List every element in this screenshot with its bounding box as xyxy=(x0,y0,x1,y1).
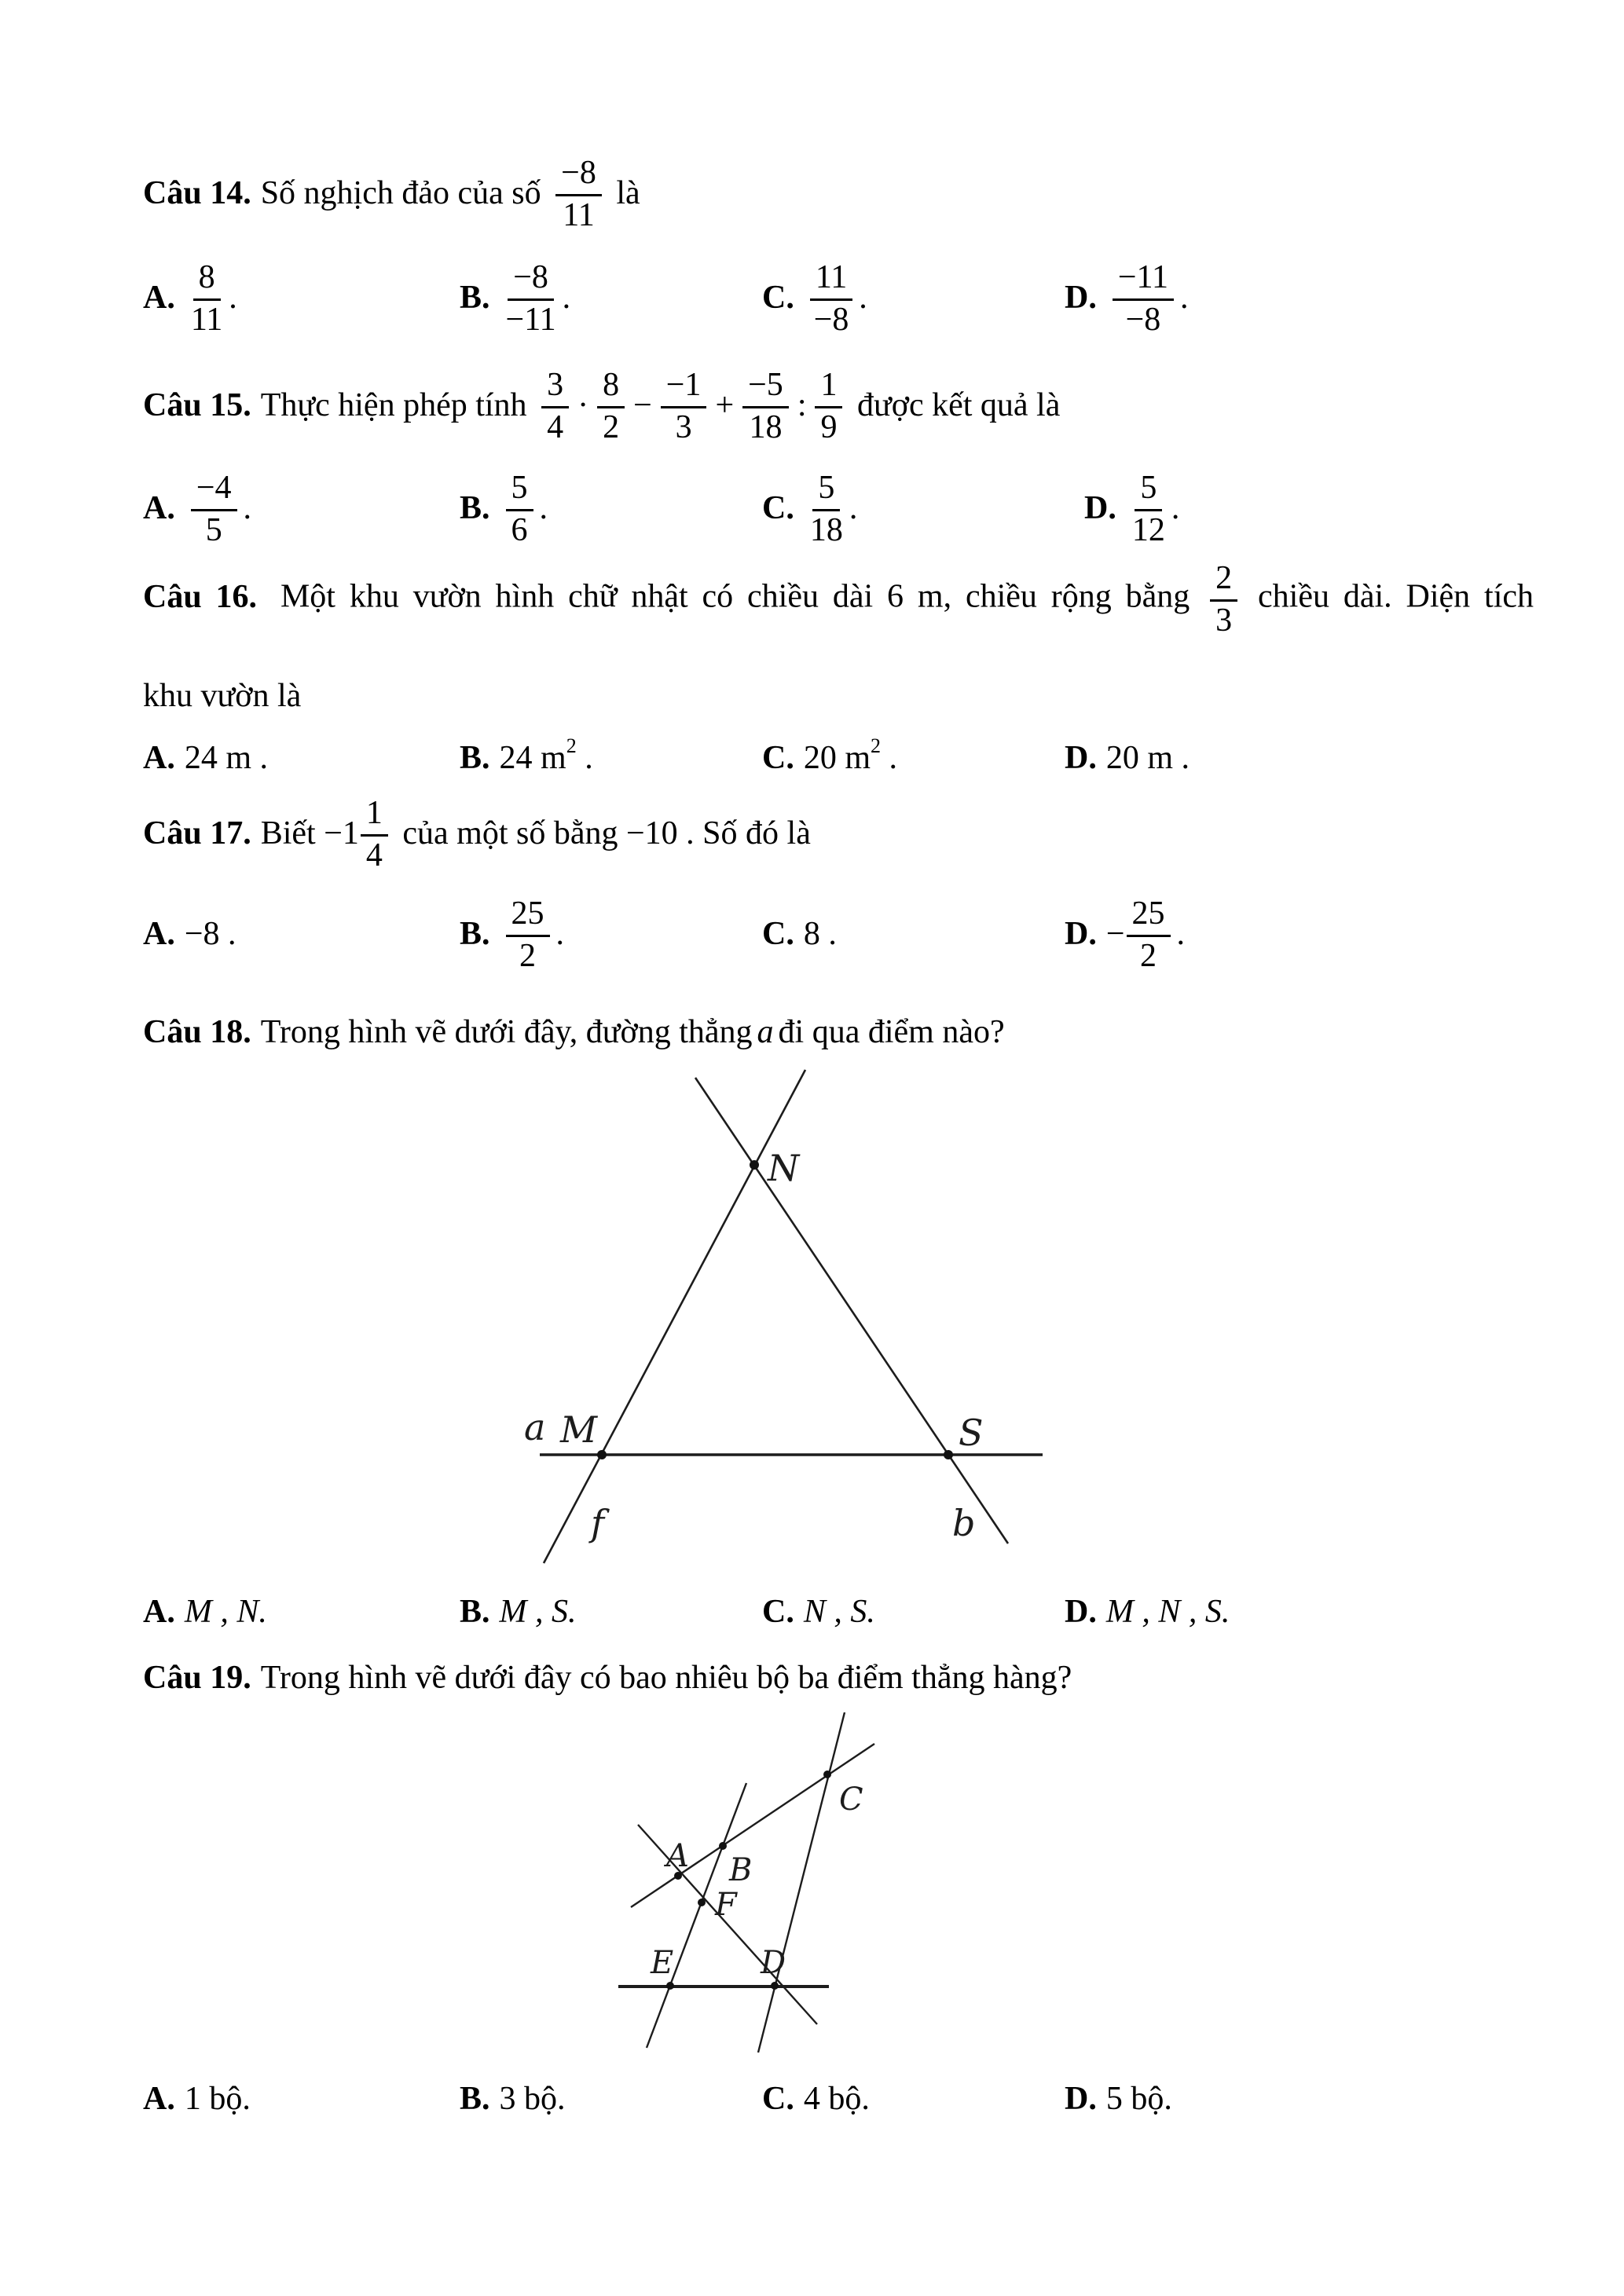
fraction-denominator: 3 xyxy=(1215,602,1233,639)
option-label: A. xyxy=(143,280,175,317)
option-b xyxy=(460,460,548,558)
question-15-stem xyxy=(143,357,1060,455)
option-label: A. xyxy=(143,2081,175,2117)
option-text: 3 bộ. xyxy=(499,2081,566,2117)
option-text: 24 m xyxy=(184,740,252,776)
fraction-denominator: 4 xyxy=(547,408,564,445)
label-line-f: f xyxy=(591,1502,605,1544)
label-line-b: b xyxy=(952,1502,976,1544)
label-point-M: M xyxy=(560,1408,598,1451)
fraction-numerator: 1 xyxy=(815,368,842,408)
stem-text: Trong hình vẽ dưới đây có bao nhiêu bộ ba điểm thẳng hàng? xyxy=(260,1660,1072,1696)
option-label: B. xyxy=(460,490,490,527)
fraction-numerator: −4 xyxy=(191,471,237,511)
option-text: 20 m xyxy=(803,740,871,776)
option-label: A. xyxy=(143,490,175,527)
option-c xyxy=(762,2080,870,2127)
option-text: 8 . xyxy=(803,916,837,953)
superscript: 2 xyxy=(871,734,882,757)
fraction-denominator: 11 xyxy=(190,301,223,338)
option-text: 4 bộ. xyxy=(803,2081,870,2117)
fraction xyxy=(1132,471,1165,547)
fraction-denominator: 2 xyxy=(519,937,537,974)
option-b xyxy=(460,1593,577,1640)
operator-multiply: · xyxy=(577,387,589,424)
fraction-denominator: 9 xyxy=(820,408,838,445)
option-suffix: . xyxy=(859,280,867,317)
question-label: Câu 15. xyxy=(143,387,251,424)
line-f xyxy=(544,1070,805,1563)
fraction-numerator: 5 xyxy=(812,471,840,511)
figure-question-19 xyxy=(550,1712,1100,2105)
fraction-denominator: 6 xyxy=(511,511,528,548)
option-label: C. xyxy=(762,1594,794,1630)
option-b xyxy=(460,886,564,983)
option-suffix: . xyxy=(229,280,237,317)
option-label: B. xyxy=(460,740,490,776)
option-c xyxy=(762,250,867,347)
fraction-denominator: 12 xyxy=(1131,511,1165,548)
operator-plus: + xyxy=(715,387,735,424)
fraction xyxy=(541,368,569,445)
option-c xyxy=(762,1593,875,1640)
stem-text: chiều dài. Diện tích xyxy=(1258,578,1534,615)
stem-text: được kết quả là xyxy=(849,387,1061,424)
option-label: C. xyxy=(762,2081,794,2117)
fraction xyxy=(361,796,388,873)
fraction xyxy=(810,260,852,337)
option-label: B. xyxy=(460,1594,490,1630)
option-d xyxy=(1065,886,1185,983)
fraction-numerator: 11 xyxy=(810,260,852,301)
fraction xyxy=(1210,561,1237,638)
fraction xyxy=(661,368,707,445)
option-d xyxy=(1065,2080,1172,2127)
fraction-numerator: −8 xyxy=(508,260,554,301)
fraction xyxy=(1113,260,1174,337)
question-17-stem xyxy=(143,785,811,883)
question-label: Câu 18. xyxy=(143,1014,251,1050)
point-D xyxy=(771,1982,779,1990)
fraction xyxy=(191,260,222,337)
stem-text: của một số bằng −10 . Số đó là xyxy=(394,815,811,852)
option-text: 20 m xyxy=(1105,740,1174,776)
fraction-numerator: 8 xyxy=(193,260,221,301)
fraction-denominator: −8 xyxy=(1125,301,1161,338)
option-b xyxy=(460,2080,566,2127)
question-16-stem-line2: khu vườn là xyxy=(143,678,302,714)
option-suffix: . xyxy=(576,740,593,776)
option-d xyxy=(1065,1593,1230,1640)
line-through-A-B-C xyxy=(631,1744,874,1907)
option-label: A. xyxy=(143,916,175,953)
fraction-denominator: 18 xyxy=(809,511,843,548)
label-line-a: a xyxy=(524,1406,546,1448)
option-suffix: . xyxy=(555,916,565,953)
question-19-options xyxy=(0,2080,1624,2127)
option-label: D. xyxy=(1065,280,1097,317)
option-suffix: . xyxy=(1171,490,1180,527)
option-text: 24 m xyxy=(499,740,566,776)
option-label: D. xyxy=(1065,916,1097,953)
option-label: B. xyxy=(460,280,490,317)
fraction-numerator: −8 xyxy=(555,156,602,196)
option-label: D. xyxy=(1084,490,1116,527)
stem-text: Biết xyxy=(260,815,324,852)
option-text: −8 . xyxy=(184,916,236,953)
operator-divide: : xyxy=(797,387,807,424)
fraction xyxy=(815,368,842,445)
option-a xyxy=(143,460,251,558)
option-suffix: . xyxy=(251,740,269,776)
option-a xyxy=(143,734,268,782)
fraction-numerator: 8 xyxy=(597,368,625,408)
fraction-denominator: 2 xyxy=(1140,937,1157,974)
fraction-numerator: 3 xyxy=(541,368,569,408)
question-14-options xyxy=(0,250,1624,347)
stem-text: là xyxy=(607,175,640,212)
question-18-options xyxy=(0,1593,1624,1640)
fraction-numerator: 25 xyxy=(506,896,550,937)
fraction-numerator: 5 xyxy=(506,471,533,511)
option-a xyxy=(143,1593,267,1640)
fraction-denominator: 4 xyxy=(365,837,383,873)
superscript: 2 xyxy=(566,734,577,757)
option-label: C. xyxy=(762,740,794,776)
line-b xyxy=(695,1078,1008,1543)
question-18-stem xyxy=(143,1013,1005,1052)
line-a-variable: a xyxy=(757,1014,774,1050)
fraction-denominator: 3 xyxy=(675,408,692,445)
fraction-denominator: −8 xyxy=(813,301,849,338)
point-E xyxy=(666,1982,674,1990)
option-label: C. xyxy=(762,280,794,317)
question-16-options xyxy=(0,734,1624,782)
option-label: B. xyxy=(460,2081,490,2117)
fraction-numerator: −5 xyxy=(742,368,789,408)
stem-text: Thực hiện phép tính xyxy=(260,387,536,424)
fraction xyxy=(1127,896,1171,973)
option-suffix: . xyxy=(539,490,548,527)
option-label: C. xyxy=(762,490,794,527)
option-suffix: . xyxy=(1173,740,1190,776)
option-text: N , S. xyxy=(803,1594,875,1630)
fraction xyxy=(742,368,789,445)
fraction-numerator: 5 xyxy=(1135,471,1162,511)
option-label: D. xyxy=(1065,2081,1097,2117)
point-S xyxy=(944,1450,953,1459)
option-c xyxy=(762,734,897,782)
fraction-numerator: 25 xyxy=(1127,896,1171,937)
option-label: B. xyxy=(460,916,490,953)
option-suffix: . xyxy=(881,740,898,776)
fraction xyxy=(191,471,237,547)
operator-minus: − xyxy=(633,387,652,424)
option-a xyxy=(143,2080,251,2127)
fraction-denominator: 5 xyxy=(205,511,222,548)
fraction xyxy=(810,471,843,547)
option-c xyxy=(762,460,857,558)
stem-text: Số nghịch đảo của số xyxy=(260,175,550,212)
option-label: C. xyxy=(762,916,794,953)
label-point-S: S xyxy=(959,1412,984,1454)
option-d xyxy=(1065,734,1190,782)
question-19-stem xyxy=(143,1659,1072,1697)
option-text: 1 bộ. xyxy=(184,2081,251,2117)
label-point-N: N xyxy=(768,1147,800,1189)
fraction-denominator: 18 xyxy=(749,408,783,445)
fraction xyxy=(555,156,602,233)
fraction xyxy=(597,368,625,445)
mixed-number-whole: −1 xyxy=(324,815,359,852)
point-C xyxy=(823,1771,831,1778)
label-point-E: E xyxy=(651,1945,674,1981)
option-label: A. xyxy=(143,740,175,776)
option-label: D. xyxy=(1065,1594,1097,1630)
fraction-denominator: 2 xyxy=(603,408,620,445)
fraction-denominator: −11 xyxy=(505,301,556,338)
label-point-C: C xyxy=(839,1782,863,1818)
point-N xyxy=(750,1160,759,1170)
point-M xyxy=(597,1450,607,1459)
question-16-stem-line1 xyxy=(143,561,1534,638)
question-14-stem xyxy=(143,145,640,243)
question-15-options xyxy=(0,460,1624,558)
figure-question-18 xyxy=(503,1064,1131,1583)
point-F xyxy=(698,1899,706,1906)
label-point-F: F xyxy=(715,1887,737,1923)
option-c xyxy=(762,886,837,983)
option-suffix: . xyxy=(1179,280,1189,317)
fraction-numerator: 1 xyxy=(361,796,388,837)
fraction-numerator: −1 xyxy=(661,368,707,408)
fraction-numerator: −11 xyxy=(1113,260,1174,301)
option-text: 5 bộ. xyxy=(1105,2081,1172,2117)
option-suffix: . xyxy=(243,490,252,527)
question-label: Câu 14. xyxy=(143,175,251,212)
fraction-denominator: 11 xyxy=(563,196,595,233)
question-label: Câu 17. xyxy=(143,815,251,852)
option-a xyxy=(143,886,236,983)
option-suffix: . xyxy=(849,490,858,527)
option-text: M , S. xyxy=(499,1594,577,1630)
line-through-C-D xyxy=(758,1712,845,2052)
point-B xyxy=(719,1842,727,1850)
question-label: Câu 19. xyxy=(143,1660,251,1696)
label-point-A: A xyxy=(666,1838,689,1874)
option-suffix: . xyxy=(1176,916,1186,953)
fraction xyxy=(506,260,556,337)
stem-text: đi qua điểm nào? xyxy=(778,1014,1005,1050)
fraction-numerator: 2 xyxy=(1210,561,1237,602)
fraction xyxy=(506,471,533,547)
option-d xyxy=(1084,460,1179,558)
minus-prefix: − xyxy=(1105,916,1125,953)
option-b xyxy=(460,250,570,347)
option-label: A. xyxy=(143,1594,175,1630)
question-17-options xyxy=(0,886,1624,983)
option-text: M , N , S. xyxy=(1105,1594,1230,1630)
stem-text: Trong hình vẽ dưới đây, đường thẳng xyxy=(260,1014,753,1050)
option-d xyxy=(1065,250,1188,347)
option-text: M , N. xyxy=(184,1594,267,1630)
stem-text: Một khu vườn hình chữ nhật có chiều dài 6 m, chiều rộng bằng xyxy=(280,578,1204,615)
fraction xyxy=(506,896,550,973)
option-label: D. xyxy=(1065,740,1097,776)
option-b xyxy=(460,734,593,782)
option-suffix: . xyxy=(562,280,571,317)
label-point-D: D xyxy=(761,1945,786,1981)
option-a xyxy=(143,250,237,347)
question-label: Câu 16. xyxy=(143,578,258,615)
label-point-B: B xyxy=(729,1852,753,1888)
